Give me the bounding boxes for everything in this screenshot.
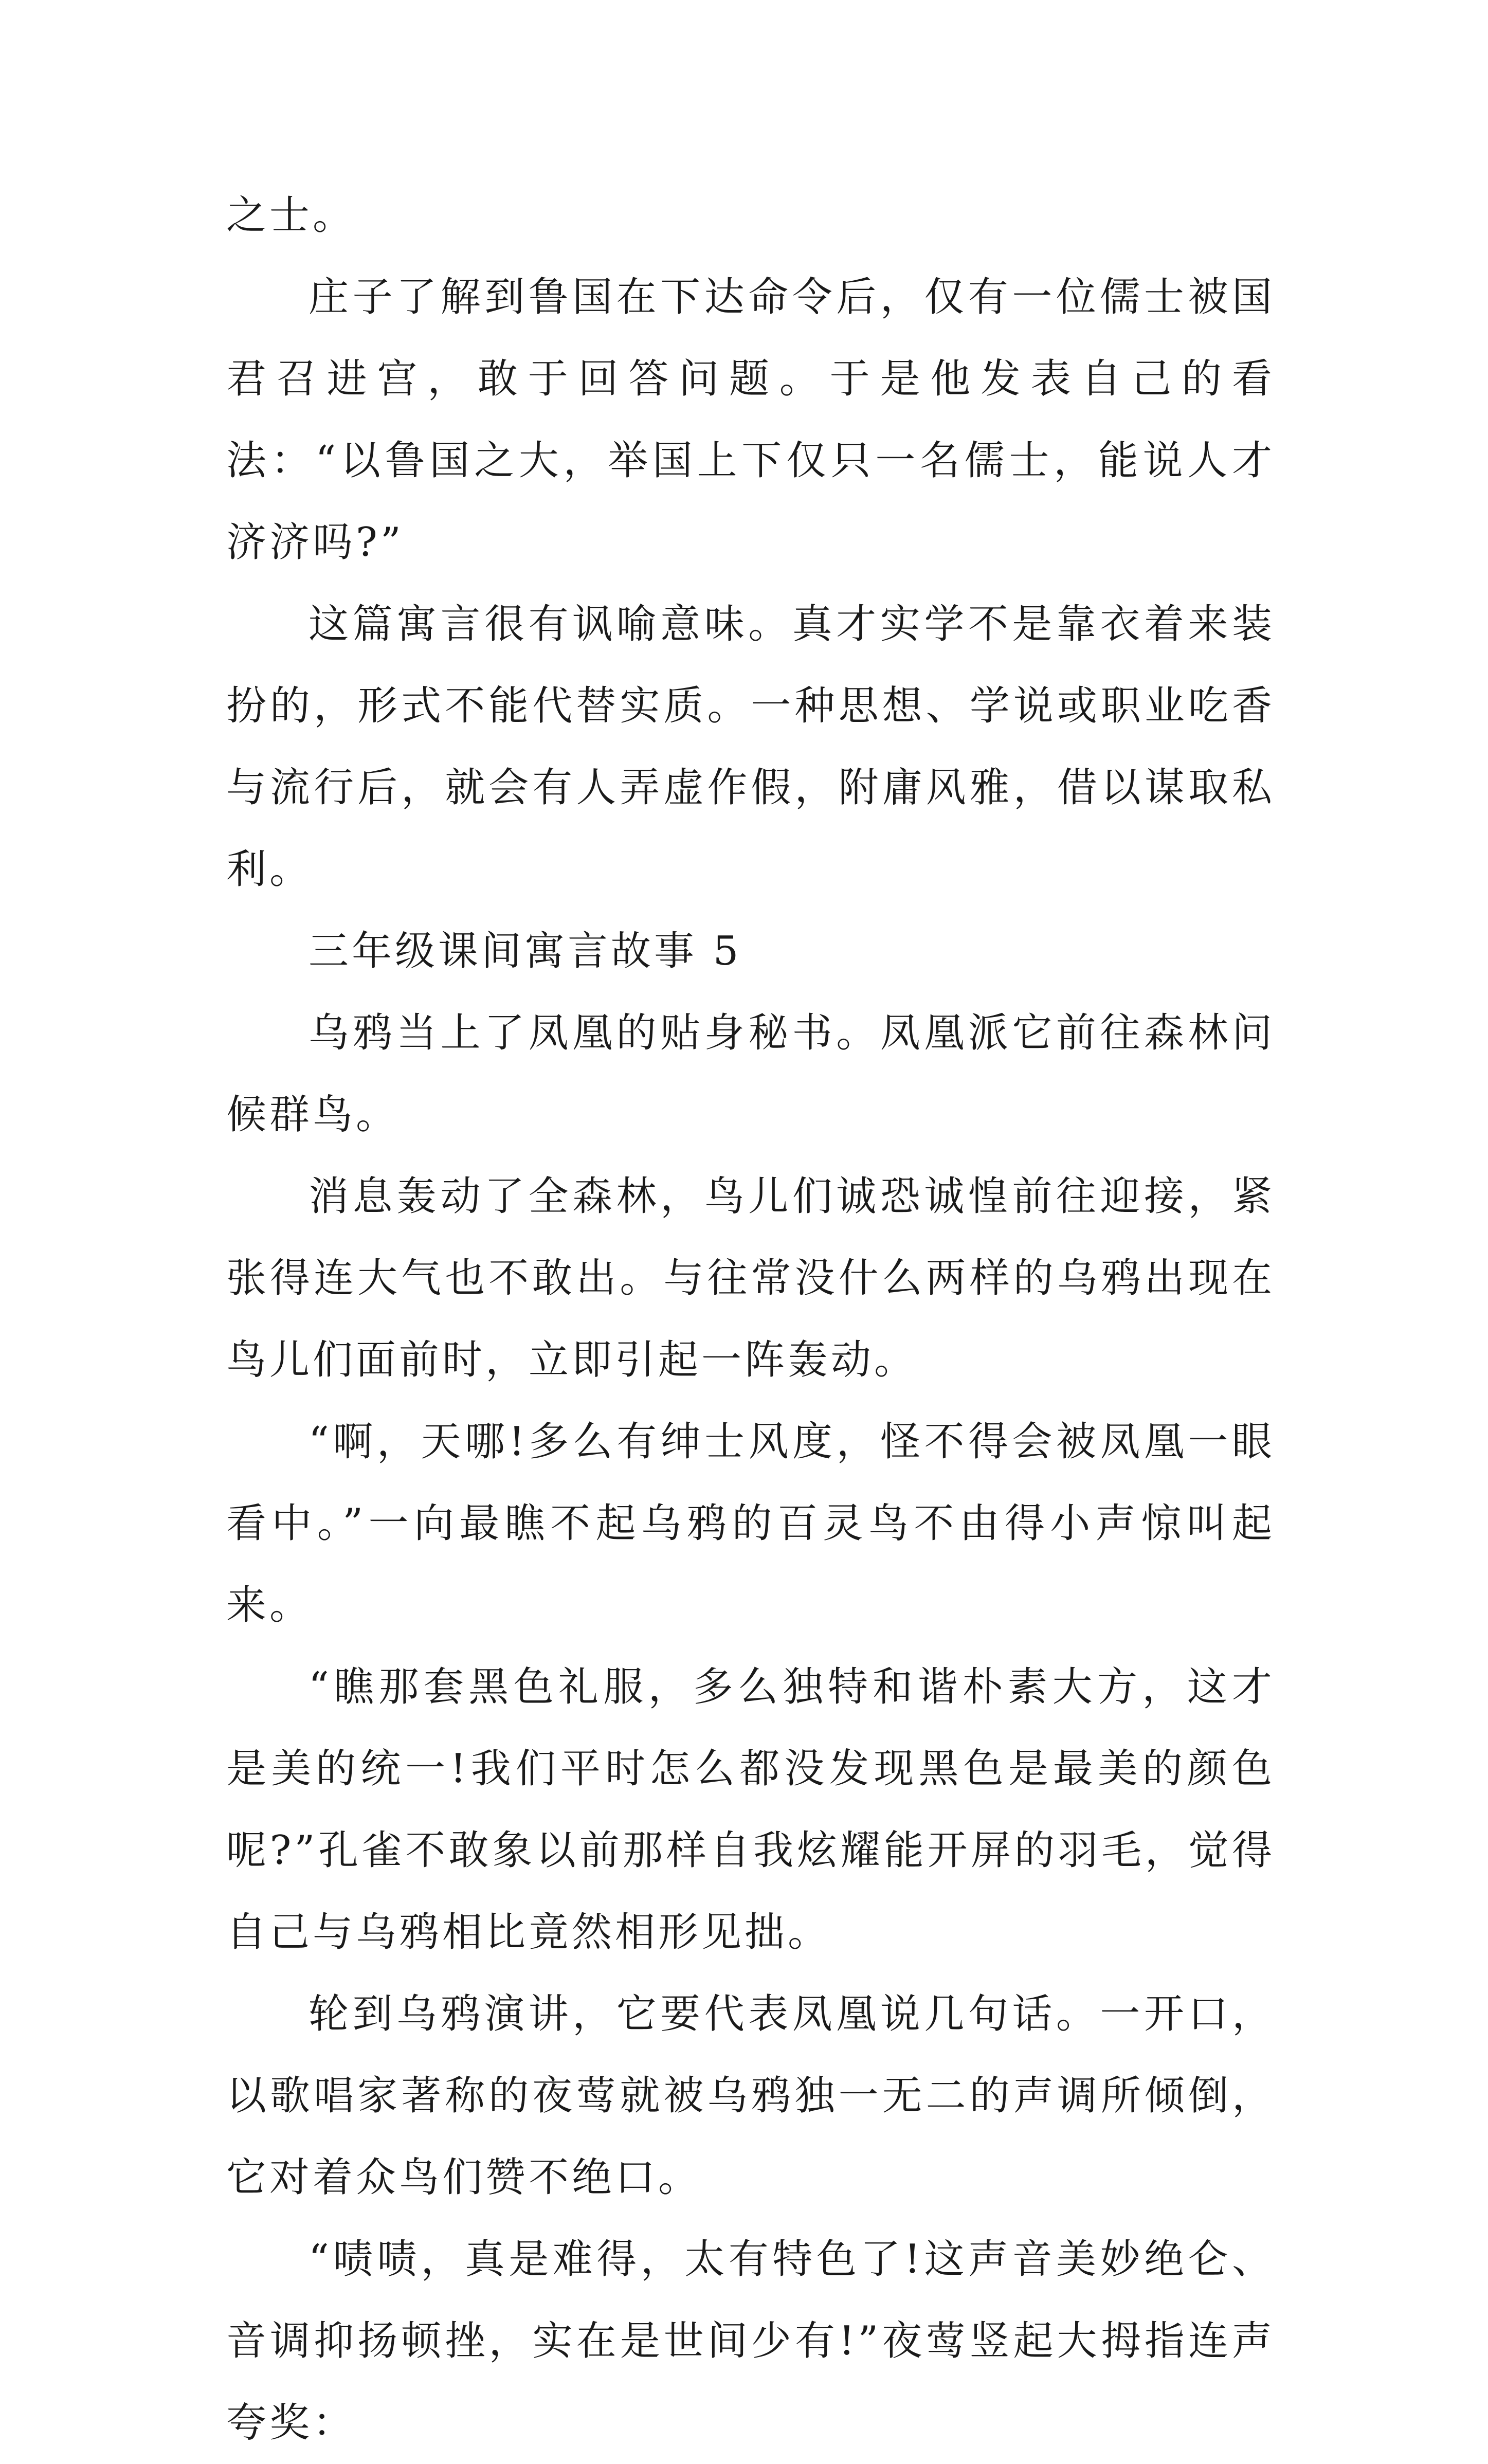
paragraph-7: “啊，天哪!多么有绅士风度，怪不得会被凤凰一眼看中。”一向最瞧不起乌鸦的百灵鸟不由得小声惊叫起来。 bbox=[226, 1419, 1275, 1628]
paragraph-10: “啧啧，真是难得，太有特色了!这声音美妙绝仑、音调抑扬顿挫，实在是世间少有!”夜莺竖起大拇指连声夸奖： bbox=[226, 2236, 1275, 2446]
section-heading: 三年级课间寓言故事 5 bbox=[309, 928, 742, 974]
paragraph-9: 轮到乌鸦演讲，它要代表凤凰说几句话。一开口，以歌唱家著称的夜莺就被乌鸦独一无二的声调所倾倒，它对着众鸟们赞不绝口。 bbox=[226, 1991, 1275, 2201]
paragraph-3: 这篇寓言很有讽喻意味。真才实学不是靠衣着来装扮的，形式不能代替实质。一种思想、学说或职业吃香与流行后，就会有人弄虚作假，附庸风雅，借以谋取私利。 bbox=[226, 601, 1275, 893]
paragraph-8: “瞧那套黑色礼服，多么独特和谐朴素大方，这才是美的统一!我们平时怎么都没发现黑色是最美的颜色呢?”孔雀不敢象以前那样自我炫耀能开屏的羽毛，觉得自己与乌鸦相比竟然相形见拙。 bbox=[226, 1664, 1275, 1955]
paragraph-6: 消息轰动了全森林，鸟儿们诚恐诚惶前往迎接，紧张得连大气也不敢出。与往常没什么两样的乌鸦出现在鸟儿们面前时，立即引起一阵轰动。 bbox=[226, 1173, 1275, 1383]
paragraph-5: 乌鸦当上了凤凰的贴身秘书。凤凰派它前往森林问候群鸟。 bbox=[226, 1010, 1275, 1138]
document-body bbox=[226, 175, 1275, 2464]
paragraph-2: 庄子了解到鲁国在下达命令后，仅有一位儒士被国君召进宫，敢于回答问题。于是他发表自己的看法：“以鲁国之大，举国上下仅只一名儒士，能说人才济济吗?” bbox=[226, 274, 1275, 566]
paragraph-1: 之士。 bbox=[226, 192, 356, 239]
